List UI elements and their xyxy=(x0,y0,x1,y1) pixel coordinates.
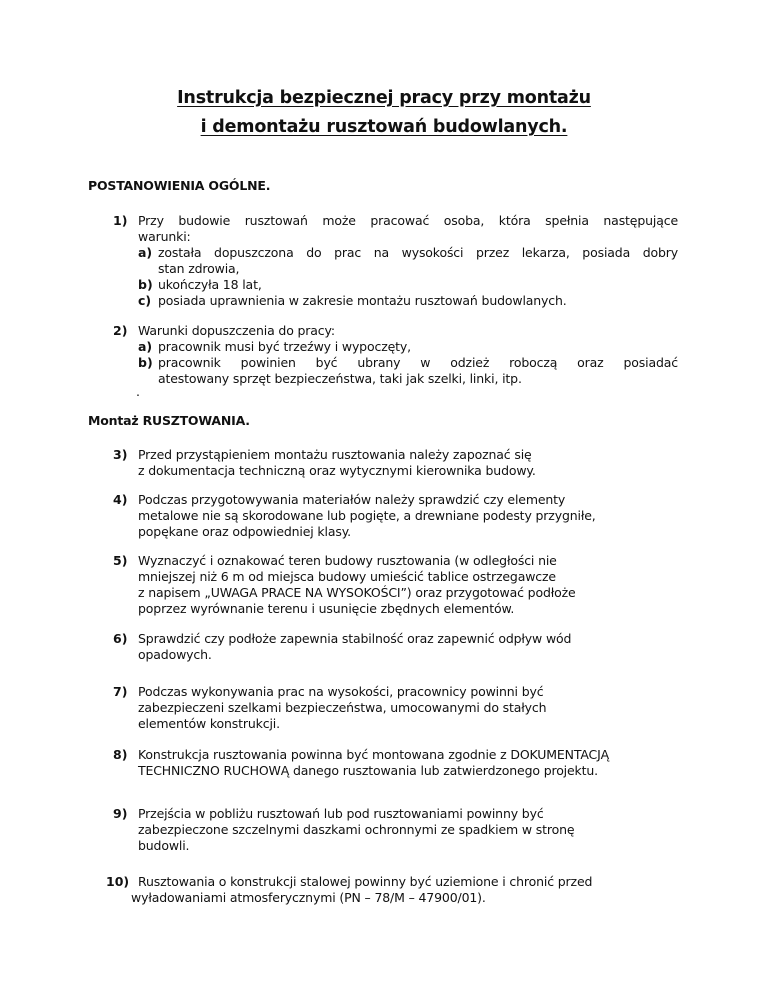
item-text-line: popękane oraz odpowiedniej klasy. xyxy=(138,524,351,539)
sub-item-label: c) xyxy=(138,293,152,308)
item-text-line: TECHNICZNO RUCHOWĄ danego rusztowania lub zatwierdzonego projektu. xyxy=(138,763,598,778)
document-title-line-1: Instrukcja bezpiecznej pracy przy montażu xyxy=(177,88,591,108)
item-text-line: Wyznaczyć i oznakować teren budowy rusztowania (w odległości nie xyxy=(138,553,557,568)
sub-item-label: b) xyxy=(138,355,153,370)
item-text-line: Przed przystąpieniem montażu rusztowania należy zapoznać się xyxy=(138,447,532,462)
sub-item-label: a) xyxy=(138,245,153,260)
item-text-line: Przy budowie rusztowań może pracować osoba, która spełnia następujące xyxy=(138,213,678,228)
item-text-line: Przejścia w pobliżu rusztowań lub pod rusztowaniami powinny być xyxy=(138,806,544,821)
item-text-line: metalowe nie są skorodowane lub pogięte, a drewniane podesty przygniłe, xyxy=(138,508,596,523)
sub-item-text-line: posiada uprawnienia w zakresie montażu rusztowań budowlanych. xyxy=(158,293,567,308)
document-title-line-2: i demontażu rusztowań budowlanych. xyxy=(200,117,568,137)
item-text-line: budowli. xyxy=(138,838,190,853)
sub-item-text-line: atestowany sprzęt bezpieczeństwa, taki jak szelki, linki, itp. xyxy=(158,371,522,386)
item-text-line: warunki: xyxy=(138,229,191,244)
item-number: 6) xyxy=(113,631,128,646)
item-text-line: mniejszej niż 6 m od miejsca budowy umieścić tablice ostrzegawcze xyxy=(138,569,556,584)
item-text-line: z napisem „UWAGA PRACE NA WYSOKOŚCI”) oraz przygotować podłoże xyxy=(138,585,576,600)
item-text-line: elementów konstrukcji. xyxy=(138,716,280,731)
item-text-line: poprzez wyrównanie terenu i usunięcie zbędnych elementów. xyxy=(138,601,515,616)
item-text-line: wyładowaniami atmosferycznymi (PN – 78/M – 47900/01). xyxy=(131,890,486,905)
item-text-line: Konstrukcja rusztowania powinna być montowana zgodnie z DOKUMENTACJĄ xyxy=(138,747,610,762)
item-text-line: zabezpieczone szczelnymi daszkami ochronnymi ze spadkiem w stronę xyxy=(138,822,575,837)
item-text-line: Podczas wykonywania prac na wysokości, pracownicy powinni być xyxy=(138,684,544,699)
item-text-line: Warunki dopuszczenia do pracy: xyxy=(138,323,335,338)
item-number: 3) xyxy=(113,447,128,462)
item-number: 7) xyxy=(113,684,128,699)
sub-item-text-line: została dopuszczona do prac na wysokości przez lekarza, posiada dobry xyxy=(158,245,678,260)
item-text-line: opadowych. xyxy=(138,647,212,662)
section-heading-general: POSTANOWIENIA OGÓLNE. xyxy=(88,178,271,193)
item-text-line: z dokumentacja techniczną oraz wytycznymi kierownika budowy. xyxy=(138,463,536,478)
sub-item-text-line: stan zdrowia, xyxy=(158,261,240,276)
item-text-line: Podczas przygotowywania materiałów należy sprawdzić czy elementy xyxy=(138,492,566,507)
item-number: 8) xyxy=(113,747,128,762)
item-number: 9) xyxy=(113,806,128,821)
item-text-line: Sprawdzić czy podłoże zapewnia stabilność oraz zapewnić odpływ wód xyxy=(138,631,572,646)
item-number: 4) xyxy=(113,492,128,507)
item-number: 2) xyxy=(113,323,128,338)
sub-item-label: b) xyxy=(138,277,153,292)
sub-item-label: a) xyxy=(138,339,153,354)
sub-item-text-line: pracownik powinien być ubrany w odzież roboczą oraz posiadać xyxy=(158,355,678,370)
item-text-line: zabezpieczeni szelkami bezpieczeństwa, umocowanymi do stałych xyxy=(138,700,547,715)
section-heading-assembly: Montaż RUSZTOWANIA. xyxy=(88,413,250,428)
item-number: 1) xyxy=(113,213,128,228)
sub-item-text-line: pracownik musi być trzeźwy i wypoczęty, xyxy=(158,339,411,354)
trailing-dot: . xyxy=(136,384,140,399)
item-number: 5) xyxy=(113,553,128,568)
sub-item-text-line: ukończyła 18 lat, xyxy=(158,277,262,292)
item-text-line: Rusztowania o konstrukcji stalowej powinny być uziemione i chronić przed xyxy=(138,874,593,889)
item-number: 10) xyxy=(106,874,130,889)
